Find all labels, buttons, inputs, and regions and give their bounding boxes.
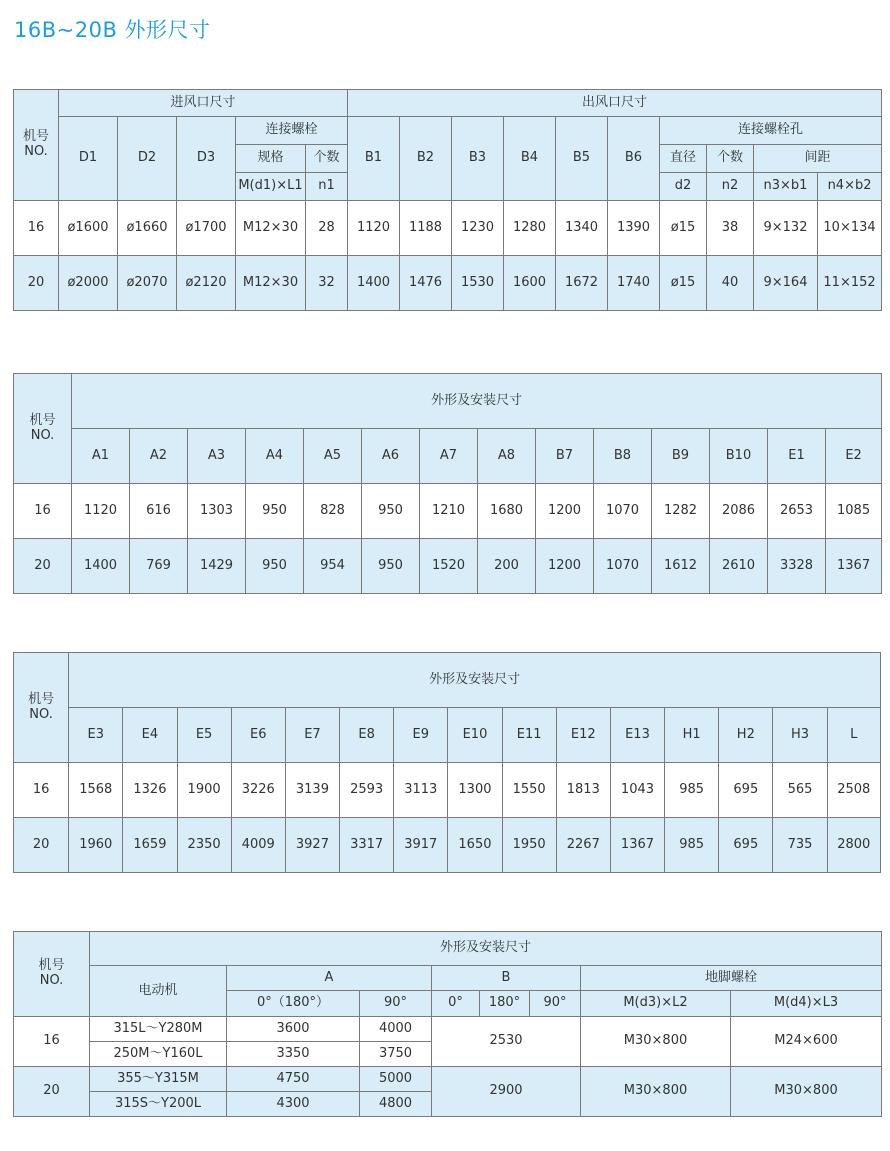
- column-subheader: 90°: [530, 991, 581, 1017]
- table-cell: 1400: [72, 539, 130, 594]
- table-cell: 3226: [231, 763, 285, 818]
- table-cell: 1659: [123, 818, 177, 873]
- table-cell: 1672: [556, 256, 608, 311]
- column-header: E10: [448, 708, 502, 763]
- column-header: A7: [420, 429, 478, 484]
- table-cell: 10×134: [818, 201, 882, 256]
- column-header: 个数: [306, 145, 348, 173]
- table-cell: 1367: [826, 539, 882, 594]
- inlet-dimension-header: 进风口尺寸: [59, 90, 348, 117]
- a0-cell: 3350: [227, 1042, 360, 1067]
- table-cell: 1230: [452, 201, 504, 256]
- model-cell: 16: [14, 1017, 90, 1067]
- column-header: E1: [768, 429, 826, 484]
- group-header: 外形及安装尺寸: [90, 932, 882, 966]
- anchor-bolt-cell: M30×800: [581, 1067, 731, 1117]
- column-header: 规格: [236, 145, 306, 173]
- model-cell: 20: [14, 539, 72, 594]
- model-number-header: 机号 NO.: [14, 90, 59, 201]
- table-cell: 3113: [394, 763, 448, 818]
- model-cell: 20: [14, 818, 69, 873]
- table-cell: 3917: [394, 818, 448, 873]
- table-cell: 954: [304, 539, 362, 594]
- table-cell: 1085: [826, 484, 882, 539]
- page-title: 16B~20B 外形尺寸: [14, 18, 211, 42]
- table-cell: 9×164: [754, 256, 818, 311]
- column-header: L: [827, 708, 880, 763]
- table-cell: 2610: [710, 539, 768, 594]
- column-header: B7: [536, 429, 594, 484]
- table-cell: ø2000: [59, 256, 118, 311]
- anchor-bolt-cell: M30×800: [581, 1017, 731, 1067]
- table-cell: 1326: [123, 763, 177, 818]
- table-cell: 1390: [608, 201, 660, 256]
- column-subheader: n1: [306, 173, 348, 201]
- table-cell: 1476: [400, 256, 452, 311]
- table-cell: 1680: [478, 484, 536, 539]
- table-cell: 3328: [768, 539, 826, 594]
- table-cell: 1650: [448, 818, 502, 873]
- table-cell: 950: [362, 539, 420, 594]
- table-cell: 1043: [610, 763, 664, 818]
- a90-cell: 5000: [360, 1067, 432, 1092]
- table-cell: 1303: [188, 484, 246, 539]
- table-cell: 1200: [536, 484, 594, 539]
- table-row: [14, 818, 881, 873]
- model-cell: 16: [14, 763, 69, 818]
- table-cell: 2350: [177, 818, 231, 873]
- table-cell: 2508: [827, 763, 880, 818]
- table-cell: 1568: [69, 763, 123, 818]
- model-cell: 20: [14, 256, 59, 311]
- model-number-header: 机号 NO.: [14, 932, 90, 1017]
- table-row: [14, 484, 882, 539]
- motor-header: 电动机: [90, 966, 227, 1017]
- table-cell: ø1600: [59, 201, 118, 256]
- a0-cell: 3600: [227, 1017, 360, 1042]
- table-cell: 4009: [231, 818, 285, 873]
- table-cell: 1600: [504, 256, 556, 311]
- table-cell: 1300: [448, 763, 502, 818]
- motor-installation-table: [13, 931, 882, 1117]
- table-cell: 3139: [285, 763, 339, 818]
- column-header: A1: [72, 429, 130, 484]
- b-cell: 2900: [432, 1067, 581, 1117]
- table-cell: 1120: [348, 201, 400, 256]
- table-cell: M12×30: [236, 201, 306, 256]
- column-header: E13: [610, 708, 664, 763]
- column-header: 间距: [754, 145, 882, 173]
- table-cell: 2800: [827, 818, 880, 873]
- column-header: B4: [504, 117, 556, 201]
- table-cell: 1520: [420, 539, 478, 594]
- column-header: A4: [246, 429, 304, 484]
- table-cell: 616: [130, 484, 188, 539]
- column-subheader: M(d3)×L2: [581, 991, 731, 1017]
- table-row: [14, 256, 882, 311]
- column-header: 个数: [707, 145, 754, 173]
- table-cell: 2593: [340, 763, 394, 818]
- table-cell: 950: [246, 539, 304, 594]
- dimension-table-b: [13, 652, 881, 873]
- column-header: D1: [59, 117, 118, 201]
- table-cell: 11×152: [818, 256, 882, 311]
- table-cell: 200: [478, 539, 536, 594]
- anchor-bolt-header: 地脚螺栓: [581, 966, 882, 991]
- table-cell: 1530: [452, 256, 504, 311]
- table-cell: 1612: [652, 539, 710, 594]
- column-subheader: 90°: [360, 991, 432, 1017]
- table-cell: ø1660: [118, 201, 177, 256]
- a-header: A: [227, 966, 432, 991]
- group-header: 外形及安装尺寸: [69, 653, 881, 708]
- table-cell: 1960: [69, 818, 123, 873]
- column-header: H1: [665, 708, 719, 763]
- column-header-row: [14, 708, 881, 763]
- column-header: B3: [452, 117, 504, 201]
- table-cell: M12×30: [236, 256, 306, 311]
- table-cell: 1210: [420, 484, 478, 539]
- column-subheader: n2: [707, 173, 754, 201]
- table-cell: 40: [707, 256, 754, 311]
- column-header: E7: [285, 708, 339, 763]
- column-header: B8: [594, 429, 652, 484]
- anchor-bolt-cell: M30×800: [731, 1067, 882, 1117]
- table-cell: 2267: [556, 818, 610, 873]
- table-cell: 32: [306, 256, 348, 311]
- table-cell: 1200: [536, 539, 594, 594]
- motor-cell: 315S～Y200L: [90, 1092, 227, 1117]
- column-subheader: M(d1)×L1: [236, 173, 306, 201]
- outlet-dimension-header: 出风口尺寸: [348, 90, 882, 117]
- table-cell: 1120: [72, 484, 130, 539]
- column-header: A8: [478, 429, 536, 484]
- motor-cell: 315L～Y280M: [90, 1017, 227, 1042]
- group-header: 外形及安装尺寸: [72, 374, 882, 429]
- table-cell: 985: [665, 763, 719, 818]
- column-header: H2: [719, 708, 773, 763]
- column-header: E11: [502, 708, 556, 763]
- table-cell: 950: [246, 484, 304, 539]
- column-header: E5: [177, 708, 231, 763]
- table-cell: 9×132: [754, 201, 818, 256]
- motor-cell: 250M～Y160L: [90, 1042, 227, 1067]
- table-cell: 38: [707, 201, 754, 256]
- table-cell: 985: [665, 818, 719, 873]
- model-cell: 16: [14, 201, 59, 256]
- table-cell: ø1700: [177, 201, 236, 256]
- column-header: D2: [118, 117, 177, 201]
- column-subheader: n3×b1: [754, 173, 818, 201]
- column-header: E3: [69, 708, 123, 763]
- table-cell: 735: [773, 818, 827, 873]
- table-cell: 3927: [285, 818, 339, 873]
- model-cell: 16: [14, 484, 72, 539]
- a90-cell: 3750: [360, 1042, 432, 1067]
- table-cell: 828: [304, 484, 362, 539]
- table-row: [14, 763, 881, 818]
- column-header: D3: [177, 117, 236, 201]
- table-cell: ø2070: [118, 256, 177, 311]
- table-cell: 1550: [502, 763, 556, 818]
- table-cell: 3317: [340, 818, 394, 873]
- column-subheader: n4×b2: [818, 173, 882, 201]
- a0-cell: 4300: [227, 1092, 360, 1117]
- model-number-header: 机号 NO.: [14, 653, 69, 763]
- column-header: A6: [362, 429, 420, 484]
- table-cell: 695: [719, 818, 773, 873]
- column-header: E4: [123, 708, 177, 763]
- b-cell: 2530: [432, 1017, 581, 1067]
- column-header: B5: [556, 117, 608, 201]
- table-cell: 1280: [504, 201, 556, 256]
- inlet-bolt-header: 连接螺栓: [236, 117, 348, 145]
- table-row: [14, 1017, 882, 1042]
- a90-cell: 4800: [360, 1092, 432, 1117]
- a0-cell: 4750: [227, 1067, 360, 1092]
- model-number-header: 机号 NO.: [14, 374, 72, 484]
- a90-cell: 4000: [360, 1017, 432, 1042]
- column-header-row: [14, 429, 882, 484]
- anchor-bolt-cell: M24×600: [731, 1017, 882, 1067]
- table-cell: 1429: [188, 539, 246, 594]
- column-header: E2: [826, 429, 882, 484]
- column-header: H3: [773, 708, 827, 763]
- table-cell: 1813: [556, 763, 610, 818]
- table-cell: 2653: [768, 484, 826, 539]
- column-header: A3: [188, 429, 246, 484]
- table-cell: 1740: [608, 256, 660, 311]
- column-header: A2: [130, 429, 188, 484]
- table-cell: ø15: [660, 201, 707, 256]
- model-cell: 20: [14, 1067, 90, 1117]
- b-header: B: [432, 966, 581, 991]
- column-header: E9: [394, 708, 448, 763]
- inlet-outlet-dimension-table: [13, 89, 882, 311]
- table-cell: ø2120: [177, 256, 236, 311]
- column-header: B1: [348, 117, 400, 201]
- column-header: B6: [608, 117, 660, 201]
- table-cell: 1400: [348, 256, 400, 311]
- table-cell: 2086: [710, 484, 768, 539]
- motor-cell: 355～Y315M: [90, 1067, 227, 1092]
- table-cell: 769: [130, 539, 188, 594]
- column-header: B10: [710, 429, 768, 484]
- column-subheader: 180°: [480, 991, 530, 1017]
- column-header: E6: [231, 708, 285, 763]
- column-subheader: d2: [660, 173, 707, 201]
- column-subheader: M(d4)×L3: [731, 991, 882, 1017]
- table-cell: 1070: [594, 484, 652, 539]
- column-subheader: 0°（180°）: [227, 991, 360, 1017]
- table-cell: 1282: [652, 484, 710, 539]
- table-row: [14, 539, 882, 594]
- outlet-bolt-hole-header: 连接螺栓孔: [660, 117, 882, 145]
- table-cell: 695: [719, 763, 773, 818]
- table-cell: 1070: [594, 539, 652, 594]
- column-header: A5: [304, 429, 362, 484]
- column-subheader: 0°: [432, 991, 480, 1017]
- table-cell: 28: [306, 201, 348, 256]
- column-header: B9: [652, 429, 710, 484]
- column-header: E8: [340, 708, 394, 763]
- table-cell: 565: [773, 763, 827, 818]
- column-header: E12: [556, 708, 610, 763]
- table-cell: 1950: [502, 818, 556, 873]
- table-cell: 1340: [556, 201, 608, 256]
- table-cell: 1367: [610, 818, 664, 873]
- column-header: 直径: [660, 145, 707, 173]
- table-row: [14, 1067, 882, 1092]
- table-cell: 1188: [400, 201, 452, 256]
- table-row: [14, 201, 882, 256]
- table-cell: ø15: [660, 256, 707, 311]
- dimension-table-a: [13, 373, 882, 594]
- column-header: B2: [400, 117, 452, 201]
- table-cell: 950: [362, 484, 420, 539]
- table-cell: 1900: [177, 763, 231, 818]
